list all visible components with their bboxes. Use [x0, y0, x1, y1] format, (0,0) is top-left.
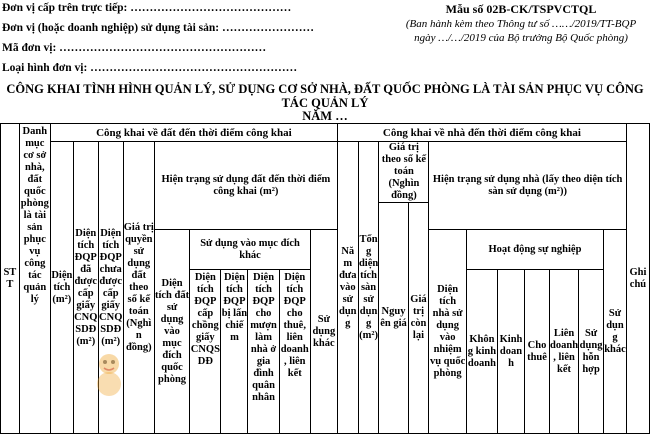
house-career-header: Hoạt động sự nghiệp — [466, 230, 603, 270]
disclosure-table — [0, 123, 650, 434]
unit-type-line: Loại hình đơn vị: ……………………………………………… — [2, 62, 298, 74]
col-stt: STT — [1, 124, 20, 434]
form-note-1: (Ban hành kèm theo Thông tư số ……/2019/TT-BQP — [405, 18, 637, 30]
form-info — [396, 2, 646, 45]
col-land-defense-use: Diện tích đất sử dụng vào mục đích quốc phòng — [154, 230, 189, 434]
parent-unit-line: Đơn vị cấp trên trực tiếp: …………………………………… — [2, 2, 292, 14]
col-house-non-business: Không kinh doanh — [466, 270, 497, 434]
col-house-original-price: Nguyên giá — [379, 203, 408, 434]
document-title: CÔNG KHAI TÌNH HÌNH QUẢN LÝ, SỬ DỤNG CƠ SỞ NHÀ, ĐẤT QUỐC PHÒNG LÀ TÀI SẢN PHỤC VỤ CÔNG TÁC QUẢN LÝ — [6, 82, 644, 110]
document-year: NĂM … — [302, 109, 348, 123]
col-house-defense-use: Diện tích nhà sử dụng vào nhiệm vụ quốc phòng — [429, 230, 466, 434]
col-land-granted-other: Diện tích ĐQP cấp chồng giấy CNQSDĐ — [190, 270, 221, 434]
col-land-value: Giá trị quyền sử dụng đất theo sổ kế toán (Nghìn đồng) — [123, 142, 154, 434]
house-book-value-header: Giá trị theo sổ kế toán (Nghìn đồng) — [379, 142, 429, 203]
col-land-not-granted: Diện tích ĐQP chưa được cấp giấy CNQSDĐ (m²) — [98, 142, 123, 434]
col-house-total-area: Tổng diện tích sàn sử dụng (m²) — [358, 142, 379, 434]
col-land-granted: Diện tích ĐQP đã được cấp giấy CNQSDĐ (m²) — [73, 142, 98, 434]
col-land-lent: Diện tích ĐQP cho mượn làm nhà ở gia đình quân nhân — [248, 270, 279, 434]
unit-code-line: Mã đơn vị: ……………………………………………… — [2, 42, 267, 54]
land-status-header: Hiện trạng sử dụng đất đến thời điểm công khai (m²) — [154, 142, 337, 230]
form-note-2: ngày …/…/2019 của Bộ trưởng Bộ Quốc phòng) — [414, 32, 628, 44]
col-note: Ghi chú — [626, 124, 649, 434]
land-section-header: Công khai về đất đến thời điểm công khai — [50, 124, 337, 142]
house-status-header: Hiện trạng sử dụng nhà (lấy theo diện tích sàn sử dụng (m²)) — [429, 142, 627, 230]
col-house-year: Năm đưa vào sử dụng — [337, 142, 358, 434]
col-house-remaining-value: Giá trị còn lại — [408, 203, 429, 434]
form-code: Mẫu số 02B-CK/TSPVCTQL — [445, 2, 597, 16]
col-land-rent: Diện tích ĐQP cho thuê, liên doanh, liên kết — [279, 270, 310, 434]
col-land-area: Diện tích (m²) — [50, 142, 73, 434]
col-category: Danh mục cơ sở nhà, đất quốc phòng là tài sản phục vụ công tác quản lý — [19, 124, 50, 434]
col-land-other-use: Sử dụng khác — [310, 230, 337, 434]
col-house-joint: Liên doanh, liên kết — [549, 270, 578, 434]
house-section-header: Công khai về nhà đến thời điểm công khai — [337, 124, 626, 142]
col-house-other-use: Sử dụng khác — [604, 230, 627, 434]
col-house-business: Kinh doanh — [498, 270, 525, 434]
col-house-rent: Cho thuê — [525, 270, 550, 434]
col-house-mixed: Sử dụng hỗn hợp — [579, 270, 604, 434]
col-land-encroached: Diện tích ĐQP bị lấn chiếm — [221, 270, 248, 434]
land-other-purpose-header: Sử dụng vào mục đích khác — [190, 230, 311, 270]
asset-user-unit-line: Đơn vị (hoặc doanh nghiệp) sử dụng tài sản: …………………… — [2, 22, 315, 34]
